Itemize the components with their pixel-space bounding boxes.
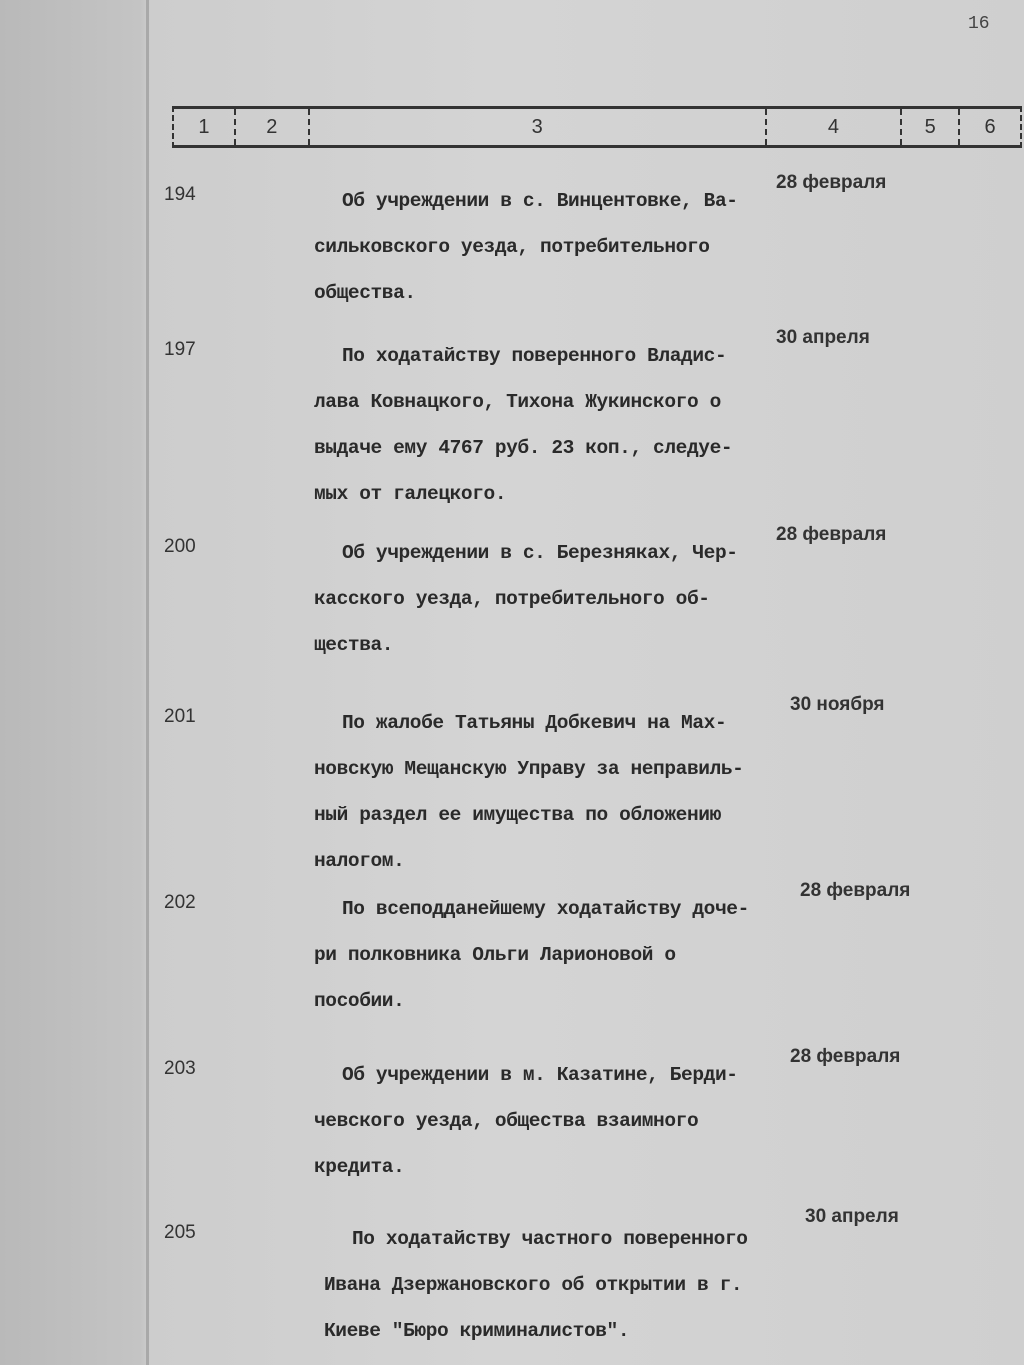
entry-description <box>314 1052 784 1190</box>
entry-date: 28 февраля <box>800 880 911 901</box>
entry-description <box>314 178 784 316</box>
entry-description <box>324 1216 794 1354</box>
entry-description-line: мых от галецкого. <box>314 483 507 505</box>
page-number: 16 <box>968 14 990 34</box>
entry-description-line: щества. <box>314 634 394 656</box>
entry-date: 30 ноября <box>790 694 885 715</box>
entry-number: 202 <box>164 892 196 913</box>
entry-date: 30 апреля <box>776 327 870 348</box>
entry-description-line: ри полковника Ольги Ларионовой о <box>314 944 676 966</box>
entry-description-line: По всеподданейшему ходатайству доче- <box>342 898 749 920</box>
entry-number: 197 <box>164 339 196 360</box>
entry-description-line: По ходатайству поверенного Владис- <box>342 345 727 367</box>
column-header-row <box>172 106 1022 148</box>
entry-description-line: Об учреждении в с. Березняках, Чер- <box>342 542 738 564</box>
entry-description-line: сильковского уезда, потребительного <box>314 236 710 258</box>
entry-description-line: общества. <box>314 282 416 304</box>
entry-description-line: ный раздел ее имущества по обложению <box>314 804 721 826</box>
page-binding-edge <box>146 0 149 1365</box>
column-header: 3 <box>310 109 767 145</box>
column-header: 1 <box>174 109 236 145</box>
entry-description-line: чевского уезда, общества взаимного <box>314 1110 699 1132</box>
entry-description <box>314 333 784 517</box>
column-header: 2 <box>236 109 310 145</box>
entry-date: 28 февраля <box>776 172 887 193</box>
entry-date: 30 апреля <box>805 1206 899 1227</box>
entry-description-line: касского уезда, потребительного об- <box>314 588 710 610</box>
entry-date: 28 февраля <box>776 524 887 545</box>
entry-description-line: кредита. <box>314 1156 405 1178</box>
entry-description-line: Об учреждении в м. Казатине, Берди- <box>342 1064 738 1086</box>
entry-number: 205 <box>164 1222 196 1243</box>
entry-description-line: налогом. <box>314 850 405 872</box>
entry-description-line: По ходатайству частного поверенного <box>352 1228 748 1250</box>
entry-description-line: Ивана Дзержановского об открытии в г. <box>324 1274 743 1296</box>
entry-description-line: лава Ковнацкого, Тихона Жукинского о <box>314 391 721 413</box>
entry-date: 28 февраля <box>790 1046 901 1067</box>
entry-description-line: Киеве "Бюро криминалистов". <box>324 1320 630 1342</box>
column-header: 6 <box>984 116 996 138</box>
entry-description <box>314 886 784 1024</box>
entry-description-line: Об учреждении в с. Винцентовке, Ва- <box>342 190 738 212</box>
entry-description <box>314 700 784 884</box>
entry-description-line: новскую Мещанскую Управу за неправиль- <box>314 758 744 780</box>
column-header: 4 <box>767 109 903 145</box>
entry-description-line: выдаче ему 4767 руб. 23 коп., следуе- <box>314 437 733 459</box>
entry-number: 194 <box>164 184 196 205</box>
entry-description-line: пособии. <box>314 990 405 1012</box>
entry-description <box>314 530 784 668</box>
entry-number: 201 <box>164 706 196 727</box>
column-header: 5 <box>902 109 960 145</box>
entry-number: 200 <box>164 536 196 557</box>
entry-number: 203 <box>164 1058 196 1079</box>
entry-description-line: По жалобе Татьяны Добкевич на Мах- <box>342 712 727 734</box>
